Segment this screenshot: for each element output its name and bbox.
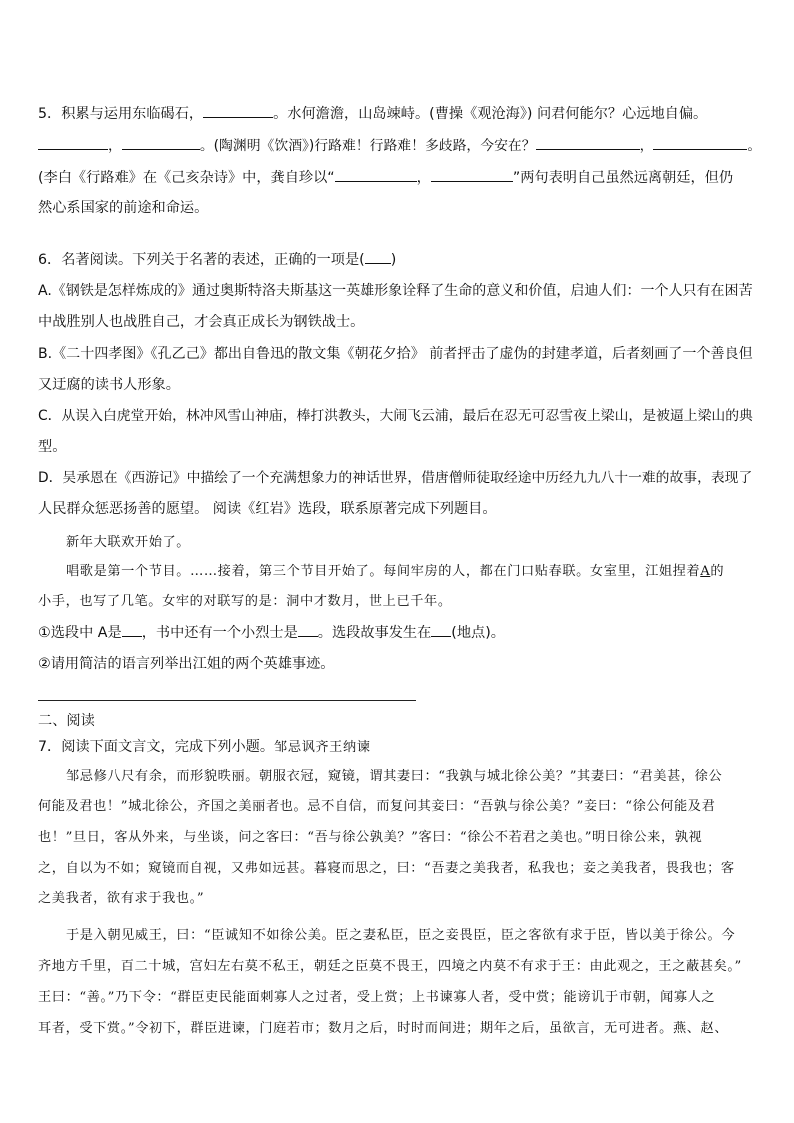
excerpt-paragraph-2-cont: 小手，也写了几笔。女牢的对联写的是：洞中才数月，世上已千年。 [38,594,452,609]
section-title: 二、阅读 [38,713,95,729]
q6-option-c-line-2: 型。 [38,439,67,455]
answer-blank[interactable] [431,622,451,637]
answer-blank[interactable] [298,622,318,637]
q6-stem: 6．名著阅读。下列关于名著的表述，正确的一项是( ) [38,249,396,270]
passage-line: 于是入朝见威王，曰：“臣诚知不如徐公美。臣之妻私臣，臣之妾畏臣，臣之客欲有求于臣，皆以美于徐公。今 [66,928,736,943]
answer-blank[interactable] [653,135,747,150]
q6-option-b-line-1: B.《二十四孝图》《孔乙己》都出自鲁迅的散文集《朝花夕拾》 前者抨击了虚伪的封建孝道，后者刻画了一个善良但 [38,346,753,362]
q5-line-1: 5．积累与运用东临碣石， 。水何澹澹，山岛竦峙。(曹操《观沧海》) 问君何能尔？心远地自偏。 [38,103,707,124]
q6-option-d-line-2: 人民群众惩恶扬善的愿望。 阅读《红岩》选段，联系原著完成下列题目。 [38,501,497,517]
passage-line: 王曰：“善。”乃下令：“群臣吏民能面刺寡人之过者，受上赏；上书谏寡人者，受中赏；能谤讥于市朝，闻寡人之 [38,990,716,1005]
excerpt-paragraph-1: 新年大联欢开始了。 [66,535,191,550]
marker-a: A [700,564,711,579]
passage-line: 之美我者，欲有求于我也。” [38,891,205,906]
answer-blank[interactable] [203,103,273,118]
subquestion-1: ①选段中 A是 ，书中还有一个小烈士是 。选段故事发生在 (地点)。 [38,622,505,643]
answer-line[interactable] [38,700,416,701]
passage-line: 也！”旦日，客从外来，与坐谈，问之客曰：“吾与徐公孰美？”客曰：“徐公不若君之美也。”明日徐公来，孰视 [38,830,703,845]
answer-blank[interactable] [431,167,513,182]
answer-blank[interactable] [365,249,391,264]
q6-option-c-line-1: C．从误入白虎堂开始，林冲风雪山神庙，棒打洪教头，大闹飞云浦，最后在忍无可忍雪夜上梁山，是被逼上梁山的典 [38,408,753,424]
q5-line-4: 然心系国家的前途和命运。 [38,200,209,216]
q6-option-b-line-2: 又迂腐的读书人形象。 [38,377,180,393]
answer-blank[interactable] [335,167,417,182]
passage-line: 齐地方千里，百二十城，宫妇左右莫不私王，朝廷之臣莫不畏王，四境之内莫不有求于王：由此观之，王之蔽甚矣。” [38,959,742,974]
q7-stem: 7．阅读下面文言文，完成下列小题。邹忌讽齐王纳谏 [38,739,371,755]
passage-line: 之，自以为不如；窥镜而自视，又弗如远甚。暮寝而思之，曰：“吾妻之美我者，私我也；妾之美我者，畏我也；客 [38,861,735,876]
q6-option-a-line-1: A.《钢铁是怎样炼成的》通过奥斯特洛夫斯基这一英雄形象诠释了生命的意义和价值，启迪人们：一个人只有在困苦 [38,283,753,299]
q6-option-d-line-1: D．吴承恩在《西游记》中描绘了一个充满想象力的神话世界，借唐僧师徒取经途中历经九九八十一难的故事，表现了 [38,470,753,486]
q5-line-2: ， 。(陶渊明《饮酒》)行路难！行路难！多歧路，今安在？ ， 。 [38,135,761,156]
q6-option-a-line-2: 中战胜别人也战胜自己，才会真正成长为钢铁战士。 [38,314,365,330]
excerpt-paragraph-2: 唱歌是第一个节目。……接着，第三个节目开始了。每间牢房的人，都在门口贴春联。女室里，江姐捏着A的 [66,564,725,579]
subquestion-2: ②请用简洁的语言列举出江姐的两个英雄事迹。 [38,656,335,672]
passage-line: 邹忌修八尺有余，而形貌昳丽。朝服衣冠，窥镜，谓其妻曰：“我孰与城北徐公美？”其妻曰：“君美甚，徐公 [66,769,723,784]
q5-line-3: (李白《行路难》在《己亥杂诗》中，龚自珍以“ ， ”两句表明自己虽然远离朝廷，但仍 [38,167,733,188]
answer-blank[interactable] [38,135,108,150]
passage-title: 邹忌讽齐王纳谏 [274,740,371,755]
passage-line: 耳者，受下赏。”令初下，群臣进谏，门庭若市；数月之后，时时而间进；期年之后，虽欲言，无可进者。燕、赵、 [38,1021,729,1036]
answer-blank[interactable] [536,135,640,150]
answer-blank[interactable] [122,622,142,637]
answer-blank[interactable] [122,135,200,150]
passage-line: 何能及君也！”城北徐公，齐国之美丽者也。忌不自信，而复问其妾曰：“吾孰与徐公美？”妾曰：“徐公何能及君 [38,799,716,814]
